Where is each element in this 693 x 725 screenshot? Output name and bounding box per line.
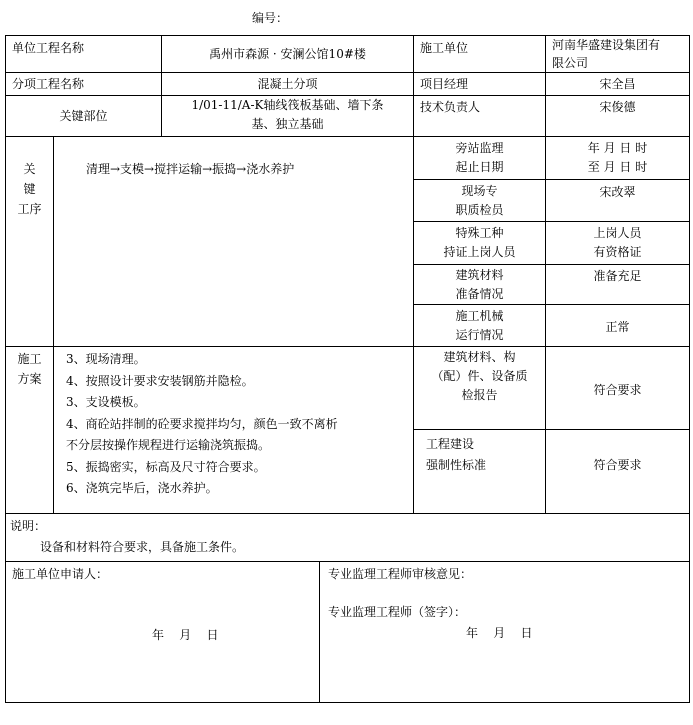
plan-item-5: 5、振捣密实，标高及尺寸符合要求。 — [66, 459, 266, 474]
mandatory-standard-label-line1: 工程建设 — [426, 437, 475, 451]
sub-project-value-cell — [161, 72, 414, 96]
contractor-value-cell — [545, 35, 690, 73]
special-worker-label-line1: 特殊工种 — [455, 226, 504, 240]
mandatory-standard-value-cell — [545, 429, 690, 514]
material-prep-label-line1: 建筑材料 — [455, 268, 504, 282]
special-worker-value-line2: 有资格证 — [593, 245, 642, 259]
key-part-label: 关键部位 — [59, 109, 108, 123]
supervisor-signature-label: 专业监理工程师（签字）： — [328, 605, 467, 619]
tech-lead-label: 技术负责人 — [420, 100, 481, 114]
key-process-label-char-2: 键 — [23, 182, 36, 196]
quality-report-value-cell — [545, 346, 690, 430]
special-worker-label-cell — [413, 221, 546, 265]
material-prep-label-cell — [413, 264, 546, 305]
machinery-label-cell — [413, 304, 546, 347]
machinery-value-cell — [545, 304, 690, 347]
supervision-date-value-cell — [545, 136, 690, 180]
contractor-value-line2: 限公司 — [552, 56, 589, 70]
key-part-value-cell — [161, 95, 414, 137]
special-worker-label-line2: 持证上岗人员 — [443, 245, 516, 259]
special-worker-value-cell — [545, 221, 690, 265]
supervision-date-start: 年 月 日 时 — [587, 141, 648, 155]
unit-project-value: 禹州市森源 · 安澜公馆10#楼 — [209, 47, 366, 61]
quality-report-label-line1: 建筑材料、构 — [443, 350, 516, 364]
mandatory-standard-label-cell — [413, 429, 546, 514]
material-prep-label-line2: 准备情况 — [455, 287, 504, 301]
quality-report-label-line2: （配）件、设备质 — [431, 369, 528, 383]
plan-item-4-continued: 不分层按操作规程进行运输浇筑振捣。 — [66, 438, 271, 452]
key-process-label-cell — [5, 136, 54, 347]
plan-item-1: 3、现场清理。 — [66, 352, 146, 366]
machinery-label-line1: 施工机械 — [455, 309, 504, 323]
supervisor-review-label: 专业监理工程师审核意见： — [328, 567, 473, 581]
machinery-label-line2: 运行情况 — [455, 328, 504, 342]
quality-report-label-line3: 检报告 — [461, 388, 498, 402]
plan-label-line1: 施工 — [17, 352, 42, 366]
quality-inspector-label-line1: 现场专 — [461, 184, 498, 198]
serial-number-label: 编号： — [252, 11, 289, 25]
pm-label-cell — [413, 72, 546, 96]
contractor-label-cell — [413, 35, 546, 73]
quality-report-value: 符合要求 — [593, 383, 642, 397]
applicant-label: 施工单位申请人： — [12, 567, 109, 581]
supervision-date-label-cell — [413, 136, 546, 180]
plan-item-3: 3、支设模板。 — [66, 395, 146, 409]
material-prep-value-cell — [545, 264, 690, 305]
unit-project-label-cell — [5, 35, 162, 73]
key-process-flow-cell — [53, 136, 414, 347]
material-prep-value: 准备充足 — [593, 269, 642, 283]
note-cell — [5, 513, 690, 562]
plan-item-2: 4、按照设计要求安装钢筋并隐检。 — [66, 373, 254, 388]
plan-items-cell — [53, 346, 414, 514]
key-process-flow: 清理→支模→搅拌运输→振捣→浇水养护 — [86, 162, 295, 176]
tech-lead-value: 宋俊德 — [599, 100, 636, 114]
key-part-value-line1: 1/01-11/A-K轴线筏板基础、墙下条 — [191, 98, 384, 112]
key-part-label-cell — [5, 95, 162, 137]
supervision-date-label-line1: 旁站监理 — [455, 141, 504, 155]
pm-value-cell — [545, 72, 690, 96]
mandatory-standard-label-line2: 强制性标准 — [426, 458, 487, 472]
note-text: 设备和材料符合要求，具备施工条件。 — [40, 540, 245, 554]
pm-label: 项目经理 — [420, 77, 469, 91]
pm-value: 宋全昌 — [599, 77, 636, 91]
special-worker-value-line1: 上岗人员 — [593, 226, 642, 240]
quality-inspector-value: 宋改翠 — [599, 185, 636, 199]
unit-project-label: 单位工程名称 — [12, 41, 85, 55]
unit-project-value-cell — [161, 35, 414, 73]
plan-item-4: 4、商砼站拌制的砼要求搅拌均匀，颜色一致不离析 — [66, 416, 338, 431]
applicant-cell — [5, 561, 320, 703]
supervision-date-label-line2: 起止日期 — [455, 160, 504, 174]
plan-item-6: 6、浇筑完毕后，浇水养护。 — [66, 481, 218, 495]
sub-project-label: 分项工程名称 — [12, 77, 85, 91]
key-part-value-line2: 基、独立基础 — [251, 117, 324, 131]
tech-lead-value-cell — [545, 95, 690, 137]
plan-label-cell — [5, 346, 54, 514]
applicant-date: 年 月 日 — [152, 628, 219, 642]
note-label: 说明： — [10, 519, 47, 533]
key-process-label-char-1: 关 — [23, 162, 36, 176]
contractor-value-line1: 河南华盛建设集团有 — [552, 38, 661, 52]
sub-project-label-cell — [5, 72, 162, 96]
supervisor-review-cell — [319, 561, 690, 703]
quality-inspector-value-cell — [545, 179, 690, 222]
mandatory-standard-value: 符合要求 — [593, 458, 642, 472]
supervision-date-end: 至 月 日 时 — [587, 160, 648, 174]
quality-inspector-label-line2: 职质检员 — [455, 203, 504, 217]
machinery-value: 正常 — [605, 320, 630, 334]
contractor-label: 施工单位 — [420, 41, 469, 55]
quality-inspector-label-cell — [413, 179, 546, 222]
key-process-label-char-3: 工序 — [17, 202, 42, 216]
sub-project-value: 混凝土分项 — [257, 77, 318, 91]
tech-lead-label-cell — [413, 95, 546, 137]
quality-report-label-cell — [413, 346, 546, 430]
plan-label-line2: 方案 — [17, 372, 42, 386]
supervisor-review-date: 年 月 日 — [466, 626, 533, 640]
